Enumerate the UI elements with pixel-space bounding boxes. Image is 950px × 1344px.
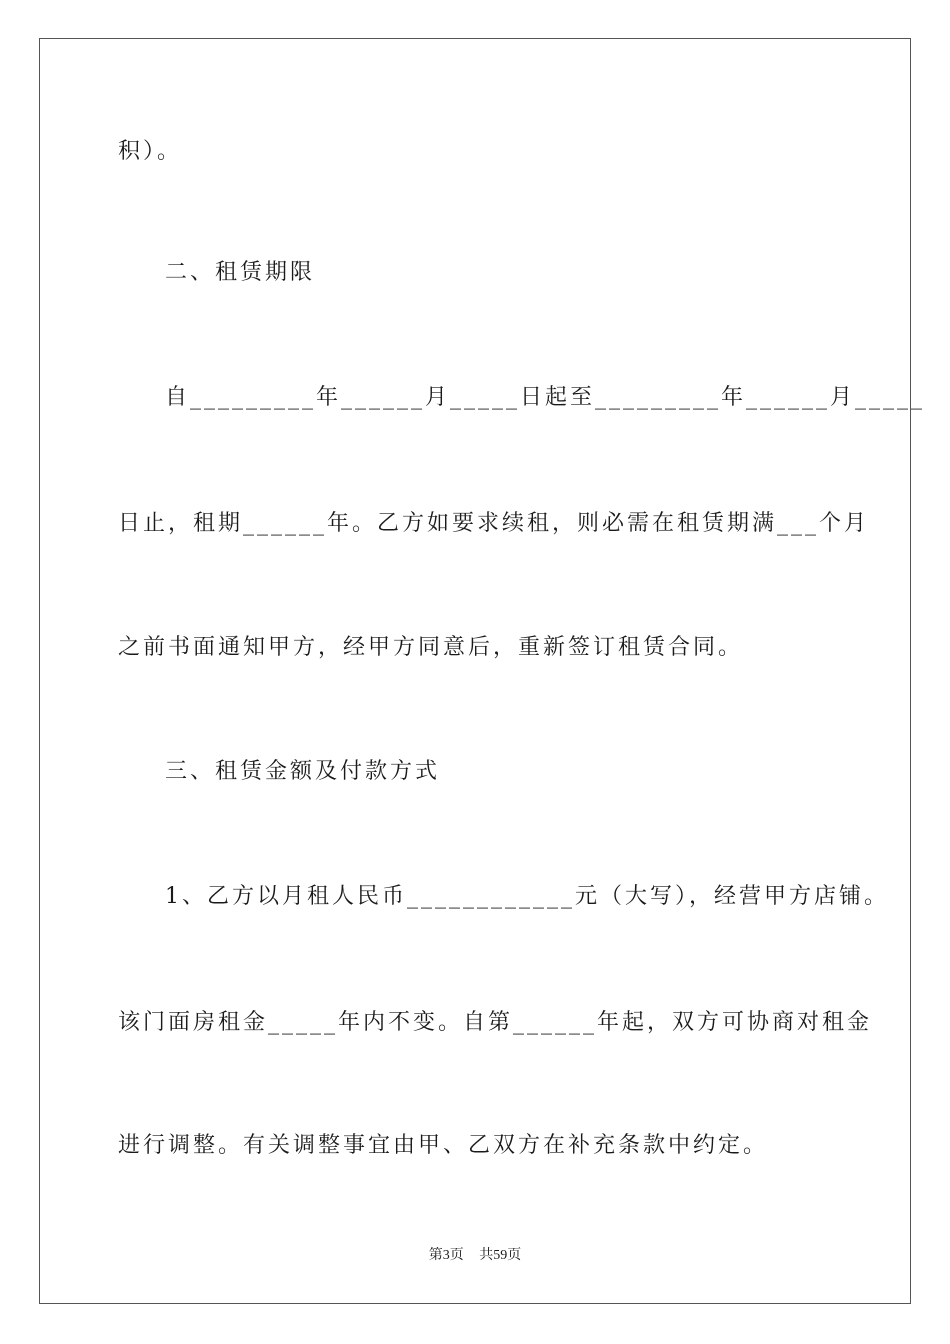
- section-heading-rent-payment: 三、租赁金额及付款方式: [165, 759, 441, 784]
- page-footer: [0, 1244, 950, 1264]
- section-heading-lease-term: 二、租赁期限: [165, 260, 316, 285]
- text-line-3: 自_________年______月_____日起至_________年______月_____: [165, 385, 926, 410]
- text-line-5: 之前书面通知甲方，经甲方同意后，重新签订租赁合同。: [118, 635, 744, 660]
- page-border: [39, 38, 911, 1304]
- text-line-4: 日止，租期______年。乙方如要求续租，则必需在租赁期满___个月: [118, 511, 870, 536]
- text-line-8: 该门面房租金_____年内不变。自第______年起，双方可协商对租金: [118, 1010, 873, 1035]
- page-total: 共59页: [479, 1248, 522, 1263]
- text-line-1: 积）。: [118, 139, 183, 164]
- text-line-9: 进行调整。有关调整事宜由甲、乙双方在补充条款中约定。: [118, 1133, 769, 1158]
- page-number: 第3页: [428, 1248, 464, 1263]
- text-line-7: 1、乙方以月租人民币____________元（大写），经营甲方店铺。: [165, 884, 889, 909]
